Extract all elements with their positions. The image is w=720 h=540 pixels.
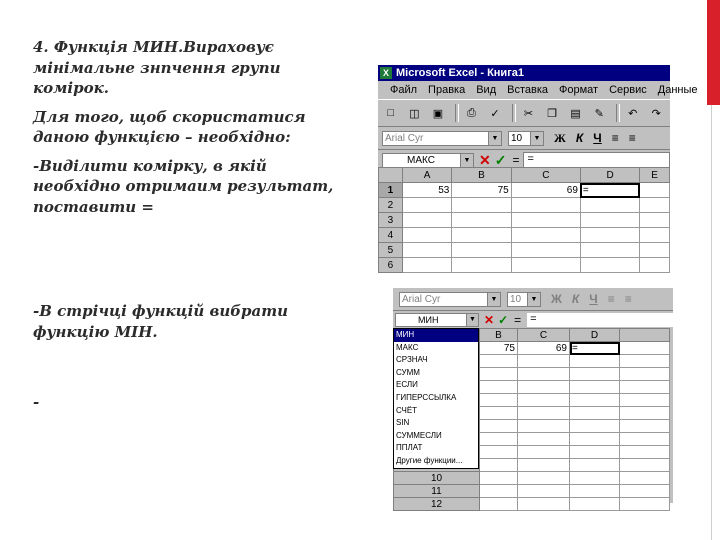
cell-a1[interactable]: 53 — [402, 183, 452, 198]
step-1: -Виділити комірку, в якій необхідно отримаим результат, поставити = — [33, 156, 334, 216]
function-option[interactable]: Другие функции... — [396, 455, 463, 465]
font-size-select[interactable] — [508, 131, 544, 146]
intro-text: Для того, щоб скористатися даною функцією – необхідно: — [33, 107, 306, 146]
row-header[interactable]: 4 — [379, 228, 403, 243]
cell[interactable] — [452, 213, 511, 228]
excel-screenshot-1 — [378, 65, 698, 271]
menu-data[interactable]: Данные — [657, 84, 698, 96]
cell[interactable] — [580, 243, 639, 258]
cell-c1[interactable]: 69 — [511, 183, 580, 198]
chevron-down-icon: ▼ — [487, 293, 500, 306]
font-name-select[interactable] — [399, 292, 501, 307]
cell[interactable] — [511, 228, 580, 243]
font-size-value: 10 — [511, 132, 523, 144]
formatting-toolbar — [378, 127, 670, 150]
cell[interactable] — [452, 198, 511, 213]
cell[interactable] — [452, 243, 511, 258]
cell[interactable] — [480, 355, 518, 368]
cell[interactable] — [511, 258, 580, 273]
new-file-icon[interactable]: □ — [387, 107, 395, 119]
table-row — [394, 472, 670, 485]
column-header[interactable]: B — [480, 329, 518, 342]
column-header[interactable]: C — [518, 329, 570, 342]
cell[interactable] — [518, 368, 570, 381]
toolbar-separator — [455, 104, 459, 122]
cell[interactable] — [620, 368, 670, 381]
cell[interactable] — [570, 498, 620, 511]
menu-bar — [378, 81, 698, 99]
function-dropdown — [393, 328, 479, 469]
column-header[interactable]: E — [640, 168, 670, 183]
align-center-icon[interactable]: ≡ — [628, 131, 636, 145]
standard-toolbar — [378, 99, 670, 127]
cell[interactable] — [518, 472, 570, 485]
cell[interactable] — [480, 485, 518, 498]
cell[interactable] — [518, 498, 570, 511]
row-header[interactable]: 3 — [379, 213, 403, 228]
cell[interactable] — [620, 420, 670, 433]
font-name-value: Arial Cyr — [402, 293, 441, 305]
row-header[interactable]: 11 — [394, 485, 480, 498]
cell[interactable] — [580, 258, 639, 273]
column-header[interactable] — [620, 329, 670, 342]
align-left-icon[interactable]: ≡ — [607, 292, 615, 306]
cancel-icon[interactable]: ✕ — [484, 313, 495, 327]
redo-icon[interactable]: ↷ — [651, 107, 661, 120]
cell[interactable] — [620, 394, 670, 407]
cell[interactable] — [402, 258, 452, 273]
row-header[interactable]: 1 — [379, 183, 403, 198]
cell[interactable] — [480, 394, 518, 407]
paste-icon[interactable]: ▤ — [570, 107, 581, 120]
cell[interactable] — [452, 228, 511, 243]
table-row — [379, 198, 670, 213]
cell[interactable] — [518, 446, 570, 459]
cell[interactable] — [480, 420, 518, 433]
cell-d1[interactable]: = — [580, 183, 639, 198]
cell[interactable] — [570, 368, 620, 381]
toolbar-separator — [616, 104, 620, 122]
table-row — [379, 183, 670, 198]
cell[interactable] — [518, 407, 570, 420]
cell[interactable] — [570, 459, 620, 472]
chevron-down-icon: ▼ — [530, 132, 543, 145]
function-option[interactable]: ППЛАТ — [396, 443, 423, 453]
bold-icon[interactable]: Ж — [551, 292, 562, 306]
cell[interactable] — [570, 381, 620, 394]
cell[interactable] — [480, 472, 518, 485]
cell-b1[interactable]: 75 — [480, 342, 518, 355]
spellcheck-icon[interactable]: ✓ — [490, 107, 500, 120]
cell[interactable] — [480, 368, 518, 381]
font-size-select[interactable] — [507, 292, 541, 307]
cell[interactable] — [620, 342, 670, 355]
menu-file[interactable]: Файл — [390, 84, 418, 96]
toolbar-separator — [512, 104, 516, 122]
cell[interactable] — [480, 459, 518, 472]
cell[interactable] — [580, 198, 639, 213]
undo-icon[interactable]: ↶ — [628, 107, 638, 120]
formula-input[interactable]: = — [527, 313, 673, 327]
function-option[interactable]: SIN — [396, 418, 410, 428]
menu-insert[interactable]: Вставка — [507, 84, 549, 96]
table-row — [379, 243, 670, 258]
cell[interactable] — [518, 355, 570, 368]
cell[interactable] — [620, 355, 670, 368]
cell[interactable] — [620, 381, 670, 394]
function-option[interactable]: СУММ — [396, 367, 420, 377]
column-header[interactable]: B — [452, 168, 511, 183]
table-row — [379, 228, 670, 243]
confirm-icon[interactable]: ✓ — [494, 151, 507, 168]
font-size-value: 10 — [510, 293, 522, 305]
underline-icon[interactable]: Ч — [593, 131, 602, 145]
step-2: -В стрічці функцій вибрати функцію МІН. — [33, 302, 289, 341]
formula-bar — [393, 311, 673, 329]
excel-title-bar — [378, 65, 670, 81]
cell[interactable] — [570, 433, 620, 446]
row-header[interactable]: 10 — [394, 472, 480, 485]
cell[interactable] — [480, 381, 518, 394]
select-all-corner[interactable] — [379, 168, 403, 183]
cell[interactable] — [511, 243, 580, 258]
align-left-icon[interactable]: ≡ — [611, 131, 619, 145]
table-row — [379, 213, 670, 228]
cell[interactable] — [518, 485, 570, 498]
cancel-icon[interactable]: ✕ — [479, 151, 491, 168]
cell[interactable] — [620, 485, 670, 498]
column-header[interactable]: D — [580, 168, 639, 183]
name-box[interactable] — [382, 153, 474, 168]
function-option[interactable]: МИН — [394, 329, 478, 342]
function-option[interactable]: СРЗНАЧ — [396, 355, 428, 365]
cell[interactable] — [620, 446, 670, 459]
accent-bar — [707, 0, 720, 105]
text-column — [33, 37, 353, 411]
formatting-toolbar — [393, 288, 673, 311]
cell[interactable] — [511, 198, 580, 213]
cell[interactable] — [570, 355, 620, 368]
function-option[interactable]: ЕСЛИ — [396, 380, 418, 390]
cut-icon[interactable]: ✂ — [523, 107, 534, 120]
cell[interactable] — [640, 258, 670, 273]
cell[interactable] — [402, 228, 452, 243]
italic-icon[interactable]: К — [575, 131, 584, 145]
cell-b1[interactable]: 75 — [452, 183, 511, 198]
bold-icon[interactable]: Ж — [554, 130, 566, 145]
column-header-row — [379, 168, 670, 183]
align-center-icon[interactable]: ≡ — [624, 292, 632, 306]
chevron-down-icon[interactable]: ▼ — [466, 314, 478, 326]
chevron-down-icon: ▼ — [527, 293, 540, 306]
cell[interactable] — [518, 433, 570, 446]
cell[interactable] — [620, 472, 670, 485]
cell[interactable] — [640, 228, 670, 243]
cell-e1[interactable] — [640, 183, 670, 198]
name-box[interactable] — [395, 313, 479, 327]
chevron-down-icon[interactable]: ▼ — [460, 154, 473, 167]
cell[interactable] — [570, 485, 620, 498]
column-header[interactable]: C — [511, 168, 580, 183]
function-option[interactable]: СЧЁТ — [396, 405, 418, 415]
cell[interactable] — [620, 407, 670, 420]
cell[interactable] — [402, 243, 452, 258]
cell[interactable] — [570, 446, 620, 459]
underline-icon[interactable]: Ч — [589, 292, 598, 306]
cell[interactable] — [480, 498, 518, 511]
cell[interactable] — [402, 198, 452, 213]
format-painter-icon[interactable]: ✎ — [594, 107, 604, 120]
italic-icon[interactable]: К — [571, 292, 580, 306]
cell[interactable] — [620, 459, 670, 472]
function-option[interactable]: ГИПЕРССЫЛКА — [396, 392, 457, 402]
cell[interactable] — [580, 213, 639, 228]
cell-c1[interactable]: 69 — [518, 342, 570, 355]
function-option[interactable]: МАКС — [396, 342, 419, 352]
cell[interactable] — [640, 198, 670, 213]
cell[interactable] — [518, 394, 570, 407]
function-option[interactable]: СУММЕСЛИ — [396, 430, 442, 440]
table-row — [394, 498, 670, 511]
cell[interactable] — [570, 394, 620, 407]
cell[interactable] — [511, 213, 580, 228]
row-header[interactable]: 6 — [379, 258, 403, 273]
row-header[interactable]: 12 — [394, 498, 480, 511]
formula-input[interactable]: = — [523, 152, 670, 169]
cell[interactable] — [518, 381, 570, 394]
cell[interactable] — [452, 258, 511, 273]
cell[interactable] — [640, 243, 670, 258]
cell[interactable] — [570, 472, 620, 485]
column-header[interactable]: A — [402, 168, 452, 183]
name-box-value: МАКС — [407, 154, 435, 166]
excel-screenshot-2 — [393, 288, 673, 510]
copy-icon[interactable]: ❐ — [547, 107, 557, 120]
cell[interactable] — [480, 446, 518, 459]
open-folder-icon[interactable]: ◫ — [409, 107, 420, 120]
cell-d1[interactable]: = — [570, 342, 620, 355]
menu-service[interactable]: Сервис — [609, 84, 647, 96]
column-header[interactable]: D — [570, 329, 620, 342]
side-rule — [711, 105, 712, 540]
table-row — [379, 258, 670, 273]
cell[interactable] — [518, 459, 570, 472]
edit-formula-icon[interactable]: = — [512, 153, 520, 167]
cell[interactable] — [620, 498, 670, 511]
cell[interactable] — [518, 420, 570, 433]
name-box-value: МИН — [418, 315, 439, 325]
cell[interactable] — [640, 213, 670, 228]
excel-app-icon: X — [380, 67, 392, 79]
table-row — [394, 485, 670, 498]
cell[interactable] — [480, 433, 518, 446]
excel-title: Microsoft Excel - Книга1 — [396, 67, 525, 79]
row-header[interactable]: 2 — [379, 198, 403, 213]
cell[interactable] — [620, 433, 670, 446]
step-3: - — [33, 393, 40, 411]
font-name-select[interactable] — [382, 131, 502, 146]
menu-view[interactable]: Вид — [476, 84, 497, 96]
edit-formula-icon[interactable]: = — [514, 313, 522, 327]
cell[interactable] — [402, 213, 452, 228]
chevron-down-icon: ▼ — [488, 132, 501, 145]
cell[interactable] — [480, 407, 518, 420]
menu-edit[interactable]: Правка — [428, 84, 466, 96]
cell[interactable] — [580, 228, 639, 243]
cell[interactable] — [570, 407, 620, 420]
confirm-icon[interactable]: ✓ — [498, 313, 509, 327]
cell[interactable] — [570, 420, 620, 433]
row-header[interactable]: 5 — [379, 243, 403, 258]
save-icon[interactable]: ▣ — [432, 107, 444, 120]
heading: 4. Функція МИН.Вираховує мінімальне знпчення групи комірок. — [33, 38, 281, 97]
menu-format[interactable]: Формат — [559, 84, 599, 96]
print-icon[interactable]: ⎙ — [467, 106, 476, 119]
font-name-value: Arial Cyr — [385, 132, 424, 144]
spreadsheet-grid — [378, 167, 670, 273]
